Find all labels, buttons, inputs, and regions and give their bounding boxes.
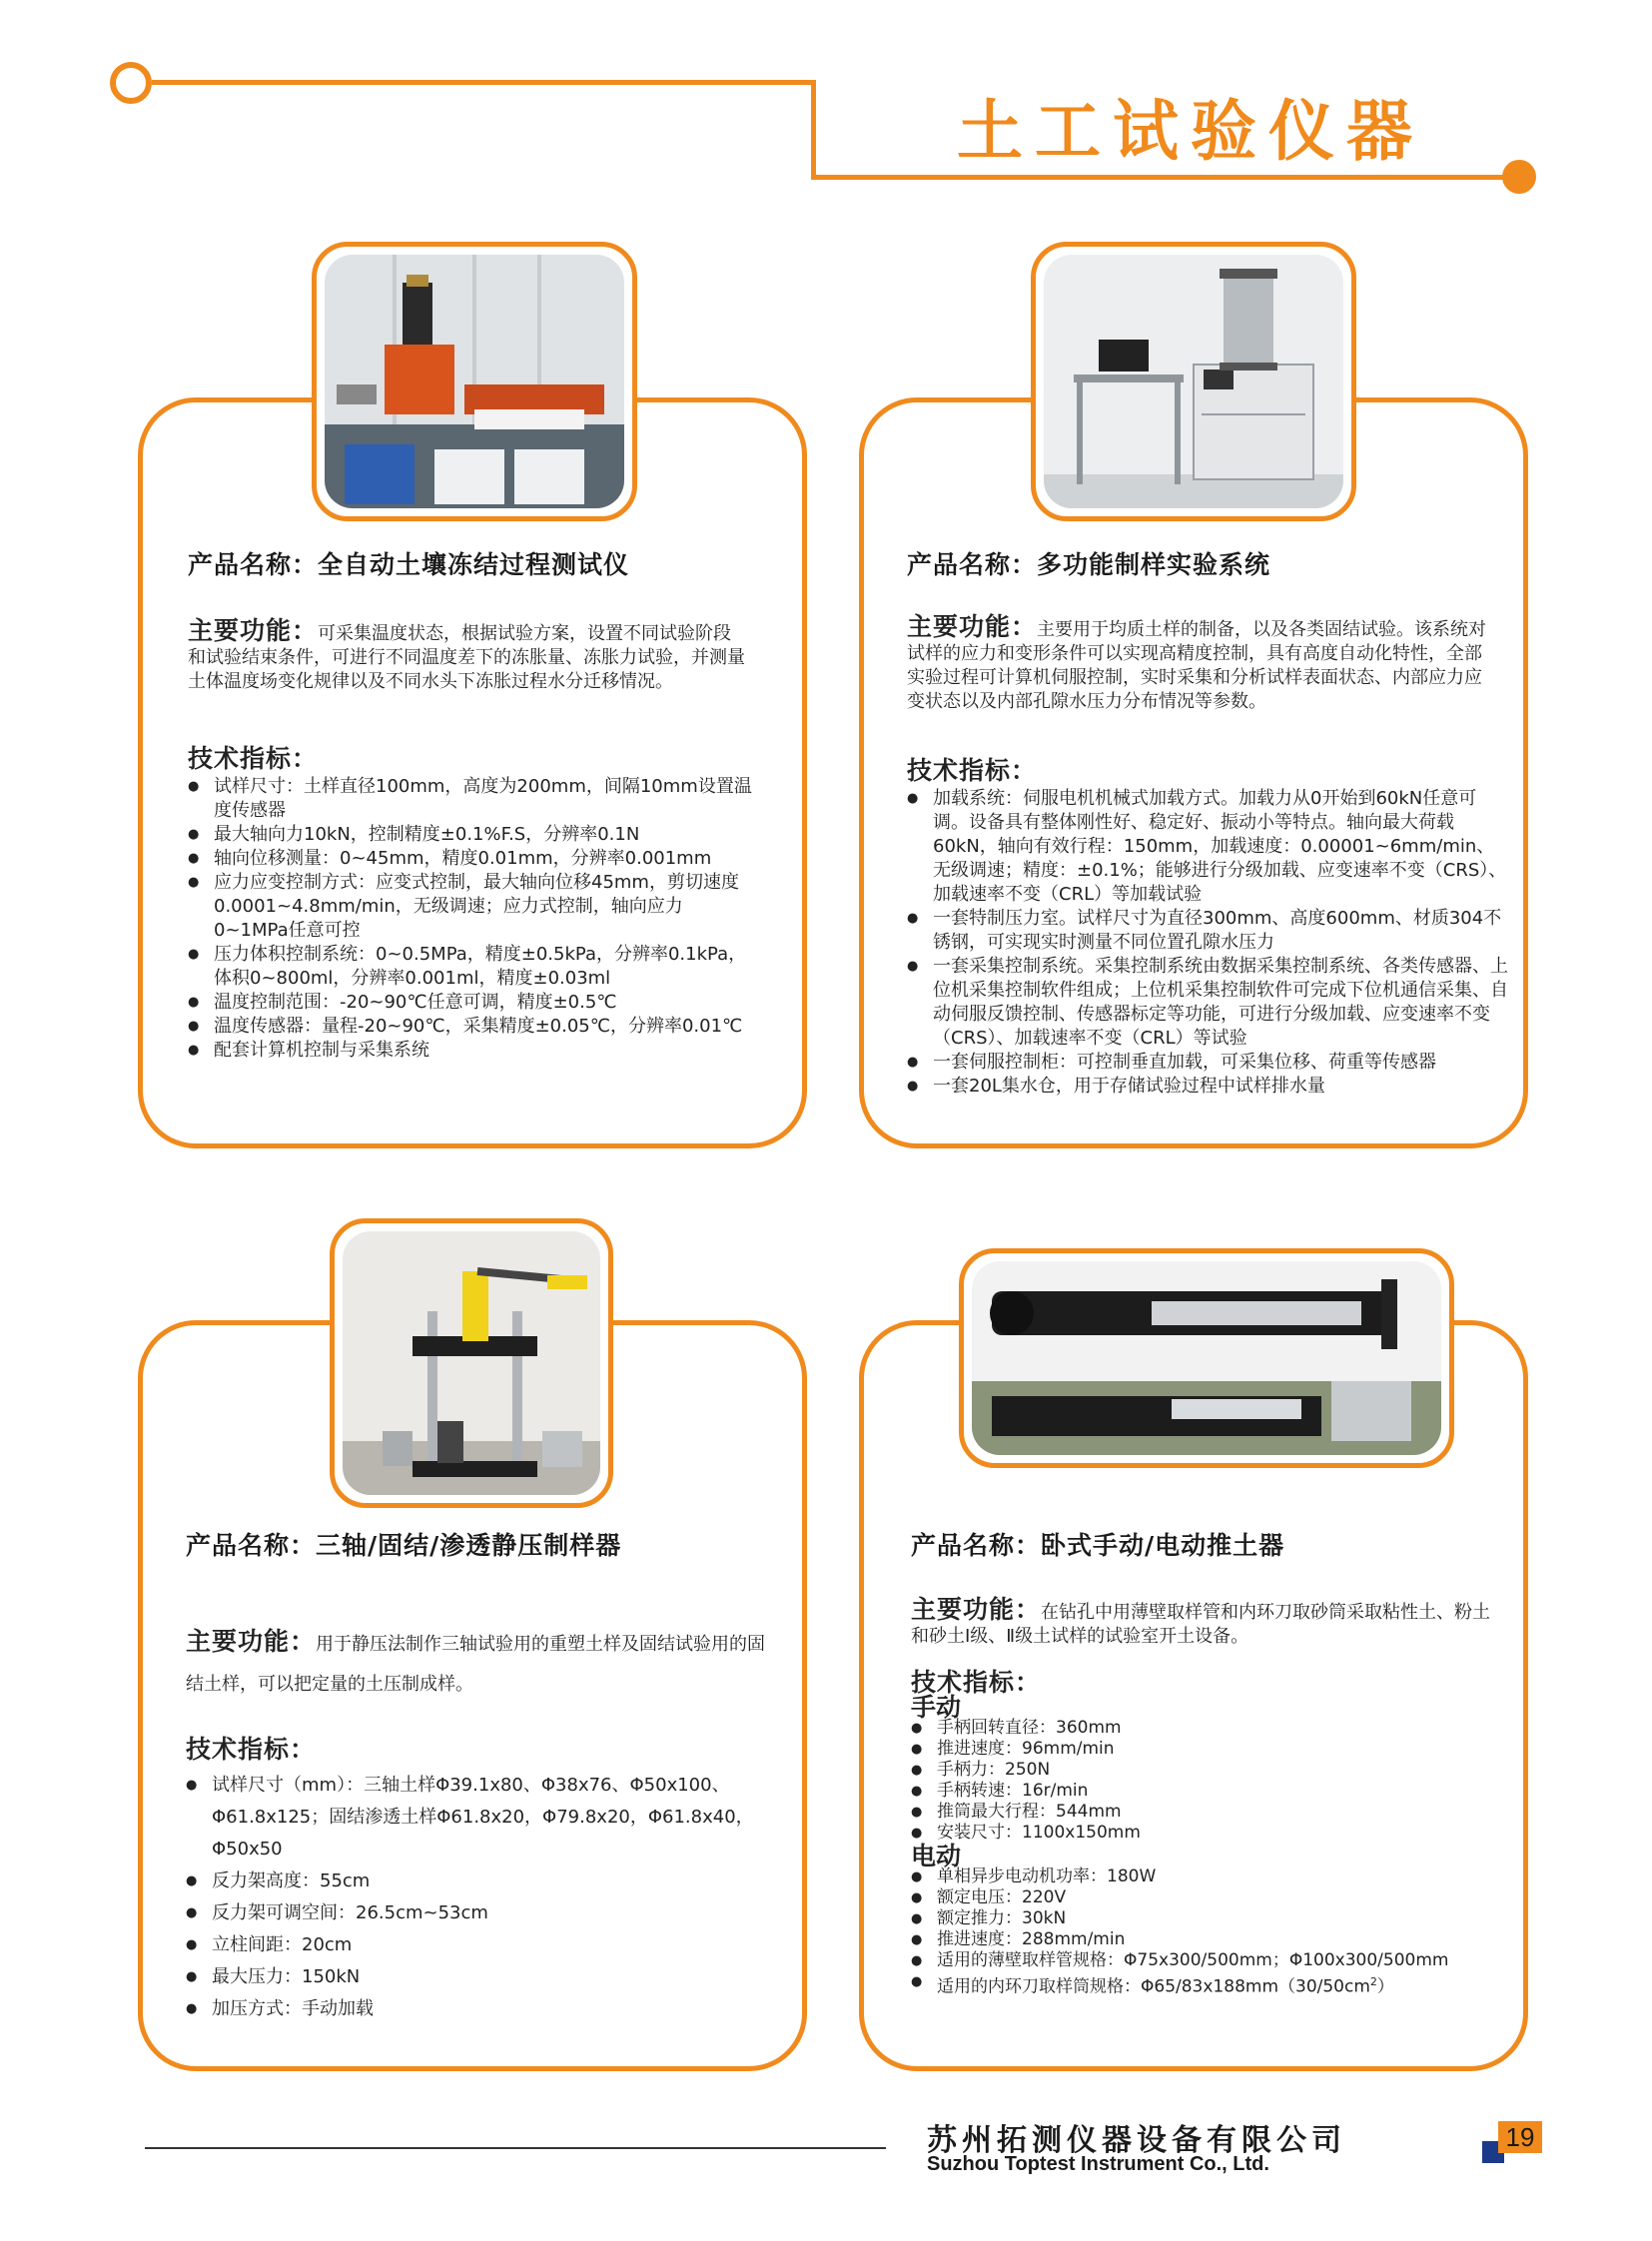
spec-item: ● 推进速度：288mm/min <box>911 1929 1512 1950</box>
spec-list <box>907 787 1508 1099</box>
spec-item: ● 加压方式：手动加载 <box>186 1993 785 2025</box>
spec-item: ● 反力架可调空间：26.5cm~53cm <box>186 1897 785 1929</box>
function-text: 用于静压法制作三轴试验用的重塑土样及固结试验用的固结土样，可以把定量的土压制成样。 <box>186 1634 766 1695</box>
spec-item-last <box>911 1971 1512 1998</box>
static-press-image <box>343 1231 600 1495</box>
manual-spec-list <box>911 1718 1512 1844</box>
spec-item: ● 配套计算机控制与采集系统 <box>188 1039 757 1063</box>
spec-item: ● 一套伺服控制柜：可控制垂直加载，可采集位移、荷重等传感器 <box>907 1051 1508 1075</box>
spec-label: 技术指标： <box>907 756 1038 785</box>
spec-item: ● 应力应变控制方式：应变式控制，最大轴向位移45mm，剪切速度0.0001~4.8mm/min，无级调速；应力式控制，轴向应力0~1MPa任意可控 <box>188 871 757 943</box>
product-name-2: 产品名称：多功能制样实验系统 <box>907 550 1271 579</box>
electric-spec-list <box>911 1867 1512 1998</box>
soil-extruder-image <box>972 1261 1441 1455</box>
spec-item: ● 手柄转速：16r/min <box>911 1781 1512 1802</box>
spec-item: ● 反力架高度：55cm <box>186 1866 785 1897</box>
product-photo-1 <box>312 242 637 521</box>
product-photo-3 <box>330 1218 613 1508</box>
sample-system-image <box>1044 255 1343 508</box>
function-label: 主要功能： <box>911 1595 1042 1624</box>
page-title: 土工试验仪器 <box>957 93 1424 170</box>
header-line-top <box>152 80 815 85</box>
function-label: 主要功能： <box>186 1627 317 1656</box>
spec-item: ● 轴向位移测量：0~45mm，精度0.01mm，分辨率0.001mm <box>188 847 757 871</box>
spec-item: ● 试样尺寸（mm）：三轴土样Φ39.1x80、Φ38x76、Φ50x100、Φ61.8x125；固结渗透土样Φ61.8x20，Φ79.8x20，Φ61.8x40，Φ50x50 <box>186 1770 785 1866</box>
spec-item: ● 推筒最大行程：544mm <box>911 1802 1512 1823</box>
spec-item: ● 立柱间距：20cm <box>186 1929 785 1961</box>
spec-list <box>188 775 757 1063</box>
spec-item: ● 温度传感器：量程-20~90℃，采集精度±0.05℃，分辨率0.01℃ <box>188 1015 757 1039</box>
spec-item: ● 推进速度：96mm/min <box>911 1739 1512 1760</box>
spec-list <box>186 1770 785 2025</box>
product-function-4 <box>911 1595 1500 1649</box>
spec-item: ● 适用的薄壁取样管规格：Φ75x300/500mm；Φ100x300/500mm <box>911 1950 1512 1971</box>
spec-item: ● 手柄力：250N <box>911 1760 1512 1781</box>
company-name-en: Suzhou Toptest Instrument Co., Ltd. <box>927 2153 1269 2175</box>
spec-item: ● 最大轴向力10kN，控制精度±0.1%F.S，分辨率0.1N <box>188 823 757 847</box>
spec-item: ● 一套20L集水仓，用于存储试验过程中试样排水量 <box>907 1075 1508 1099</box>
spec-item: ● 加载系统：伺服电机机械式加载方式。加载力从0开始到60kN任意可调。设备具有整体刚性好、稳定好、振动小等特点。轴向最大荷载60kN，轴向有效行程：150mm，加载速度：0.00001~6mm/min、无级调速；精度：±0.1%；能够进行分级加载、应变速率不变（CRS）、加载速率不变（CRL）等加载试验 <box>907 787 1508 907</box>
function-label: 主要功能： <box>188 616 319 645</box>
spec-label: 技术指标： <box>911 1668 1042 1697</box>
spec-item: ● 一套采集控制系统。采集控制系统由数据采集控制系统、各类传感器、上位机采集控制软件组成；上位机采集控制软件可完成下位机通信采集、自动伺服反馈控制、传感器标定等功能，可进行分级加载、应变速率不变（CRS）、加载速率不变（CRL）等试验 <box>907 955 1508 1051</box>
lab-equipment-image <box>325 255 624 508</box>
product-specs-2 <box>907 756 1508 1099</box>
header-open-circle <box>110 62 152 104</box>
company-name-cn: 苏州拓测仪器设备有限公司 <box>927 2123 1346 2158</box>
function-text: 可采集温度状态，根据试验方案，设置不同试验阶段和试验结束条件，可进行不同温度差下的冻胀量、冻胀力试验，并测量土体温度场变化规律以及不同水头下冻胀过程水分迁移情况。 <box>188 623 745 692</box>
manual-label: 手动 <box>911 1693 962 1722</box>
spec-text-end: ） <box>1376 1976 1394 1997</box>
header-line-vertical <box>811 80 816 180</box>
product-specs-1 <box>188 744 757 1063</box>
spec-item: ● 压力体积控制系统：0~0.5MPa，精度±0.5kPa，分辨率0.1kPa，体积0~800ml，分辨率0.001ml，精度±0.03ml <box>188 943 757 991</box>
product-function-2 <box>907 612 1487 714</box>
header-dot <box>1502 160 1536 194</box>
spec-label: 技术指标： <box>186 1735 317 1764</box>
footer-line <box>145 2147 886 2149</box>
spec-item: ● 手柄回转直径：360mm <box>911 1718 1512 1739</box>
spec-item: ● 额定电压：220V <box>911 1887 1512 1908</box>
electric-label: 电动 <box>911 1842 962 1870</box>
spec-item: ● 单相异步电动机功率：180W <box>911 1867 1512 1887</box>
function-text: 在钻孔中用薄壁取样管和内环刀取砂筒采取粘性土、粉土和砂土Ⅰ级、Ⅱ级土试样的试验室开土设备。 <box>911 1602 1491 1647</box>
spec-item: ● 试样尺寸：土样直径100mm，高度为200mm，间隔10mm设置温度传感器 <box>188 775 757 823</box>
function-text: 主要用于均质土样的制备，以及各类固结试验。该系统对试样的应力和变形条件可以实现高精度控制，具有高度自动化特性，全部实验过程可计算机伺服控制，实时采集和分析试样表面状态、内部应力应变状态以及内部孔隙水压力分布情况等参数。 <box>907 619 1487 712</box>
spec-item: ● 一套特制压力室。试样尺寸为直径300mm、高度600mm、材质304不锈钢，可实现实时测量不同位置孔隙水压力 <box>907 907 1508 955</box>
product-photo-4 <box>959 1248 1454 1468</box>
product-specs-4 <box>911 1668 1512 1998</box>
page-number: 19 <box>1498 2121 1542 2153</box>
spec-item: ● 安装尺寸：1100x150mm <box>911 1823 1512 1844</box>
function-label: 主要功能： <box>907 612 1038 641</box>
superscript: 2 <box>1369 1975 1377 1988</box>
product-name-3: 产品名称：三轴/固结/渗透静压制样器 <box>186 1531 622 1560</box>
spec-text: 适用的内环刀取样筒规格：Φ65/83x188mm（30/50cm <box>937 1976 1370 1997</box>
product-name-4: 产品名称：卧式手动/电动推土器 <box>911 1531 1285 1560</box>
spec-item: ● 最大压力：150kN <box>186 1961 785 1993</box>
product-function-1 <box>188 616 747 694</box>
spec-item: ● 额定推力：30kN <box>911 1908 1512 1929</box>
product-name-1: 产品名称：全自动土壤冻结过程测试仪 <box>188 550 630 579</box>
product-photo-2 <box>1031 242 1356 521</box>
spec-item: ● 温度控制范围：-20~90℃任意可调，精度±0.5℃ <box>188 991 757 1015</box>
product-specs-3 <box>186 1734 785 2025</box>
product-function-3 <box>186 1622 775 1705</box>
spec-label: 技术指标： <box>188 744 319 773</box>
header-line-bottom <box>811 175 1510 180</box>
